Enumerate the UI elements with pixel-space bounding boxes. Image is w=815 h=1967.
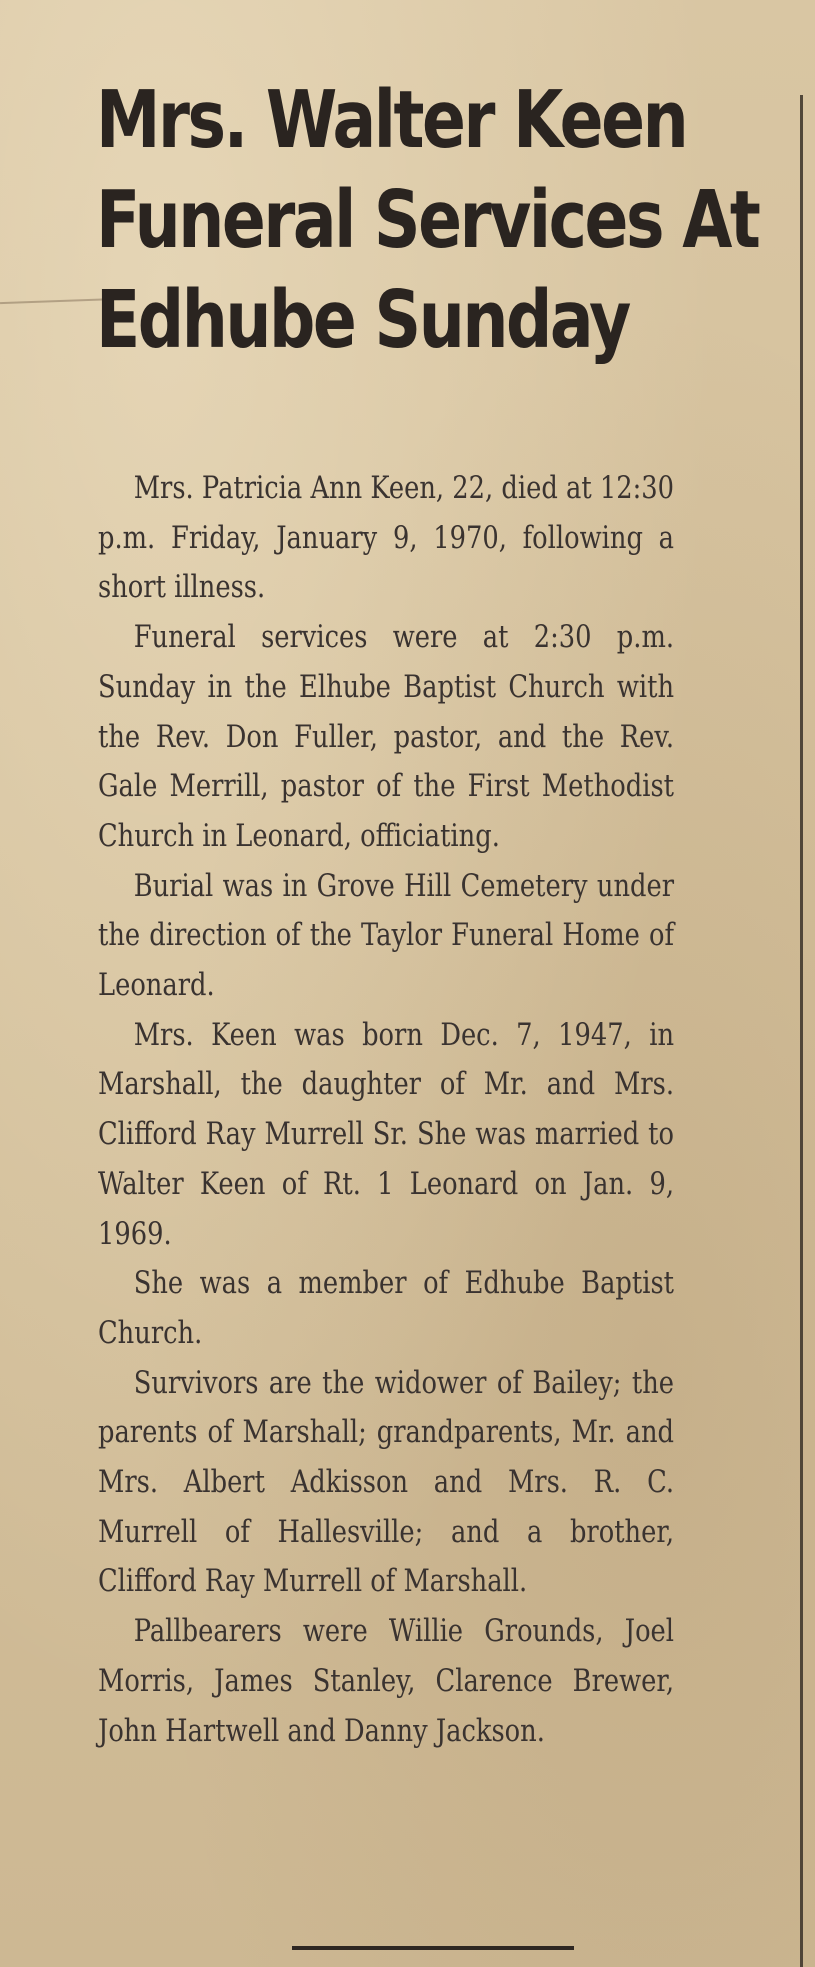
paragraph-biography: Mrs. Keen was born Dec. 7, 1947, in Marshall, the daughter of Mr. and Mrs. Clifford Ray Murrell Sr. She was married to Walter Keen of Rt. 1 Leonard on Jan. 9, 1969. xyxy=(98,1016,675,1252)
paragraph-death-notice: Mrs. Patricia Ann Keen, 22, died at 12:30 p.m. Friday, January 9, 1970, following a short illness. xyxy=(98,470,675,606)
article-body xyxy=(98,464,674,1756)
headline-line: Mrs. Walter Keen xyxy=(96,74,687,166)
headline-line: Funeral Services At xyxy=(96,174,759,266)
paragraph-church-membership: She was a member of Edhube Baptist Church. xyxy=(98,1265,675,1351)
column-rule xyxy=(800,95,803,1967)
headline xyxy=(96,70,759,370)
paragraph-pallbearers: Pallbearers were Willie Grounds, Joel Morris, James Stanley, Clarence Brewer, John Hartwell and Danny Jackson. xyxy=(98,1613,675,1749)
headline-line: Edhube Sunday xyxy=(96,274,629,366)
paragraph-burial: Burial was in Grove Hill Cemetery under the direction of the Taylor Funeral Home of Leonard. xyxy=(98,867,675,1004)
paragraph-funeral-services: Funeral services were at 2:30 p.m. Sunday in the Elhube Baptist Church with the Rev. Don Fuller, pastor, and the Rev. Gale Merrill, pastor of the First Methodist Church in Leonard, officiating. xyxy=(98,619,675,854)
end-rule xyxy=(292,1946,574,1950)
paragraph-survivors: Survivors are the widower of Bailey; the parents of Marshall; grandparents, Mr. and Mrs. Albert Adkisson and Mrs. R. C. Murrell of Hallesville; and a brother, Clifford Ray Murrell of Marshall. xyxy=(98,1364,675,1600)
